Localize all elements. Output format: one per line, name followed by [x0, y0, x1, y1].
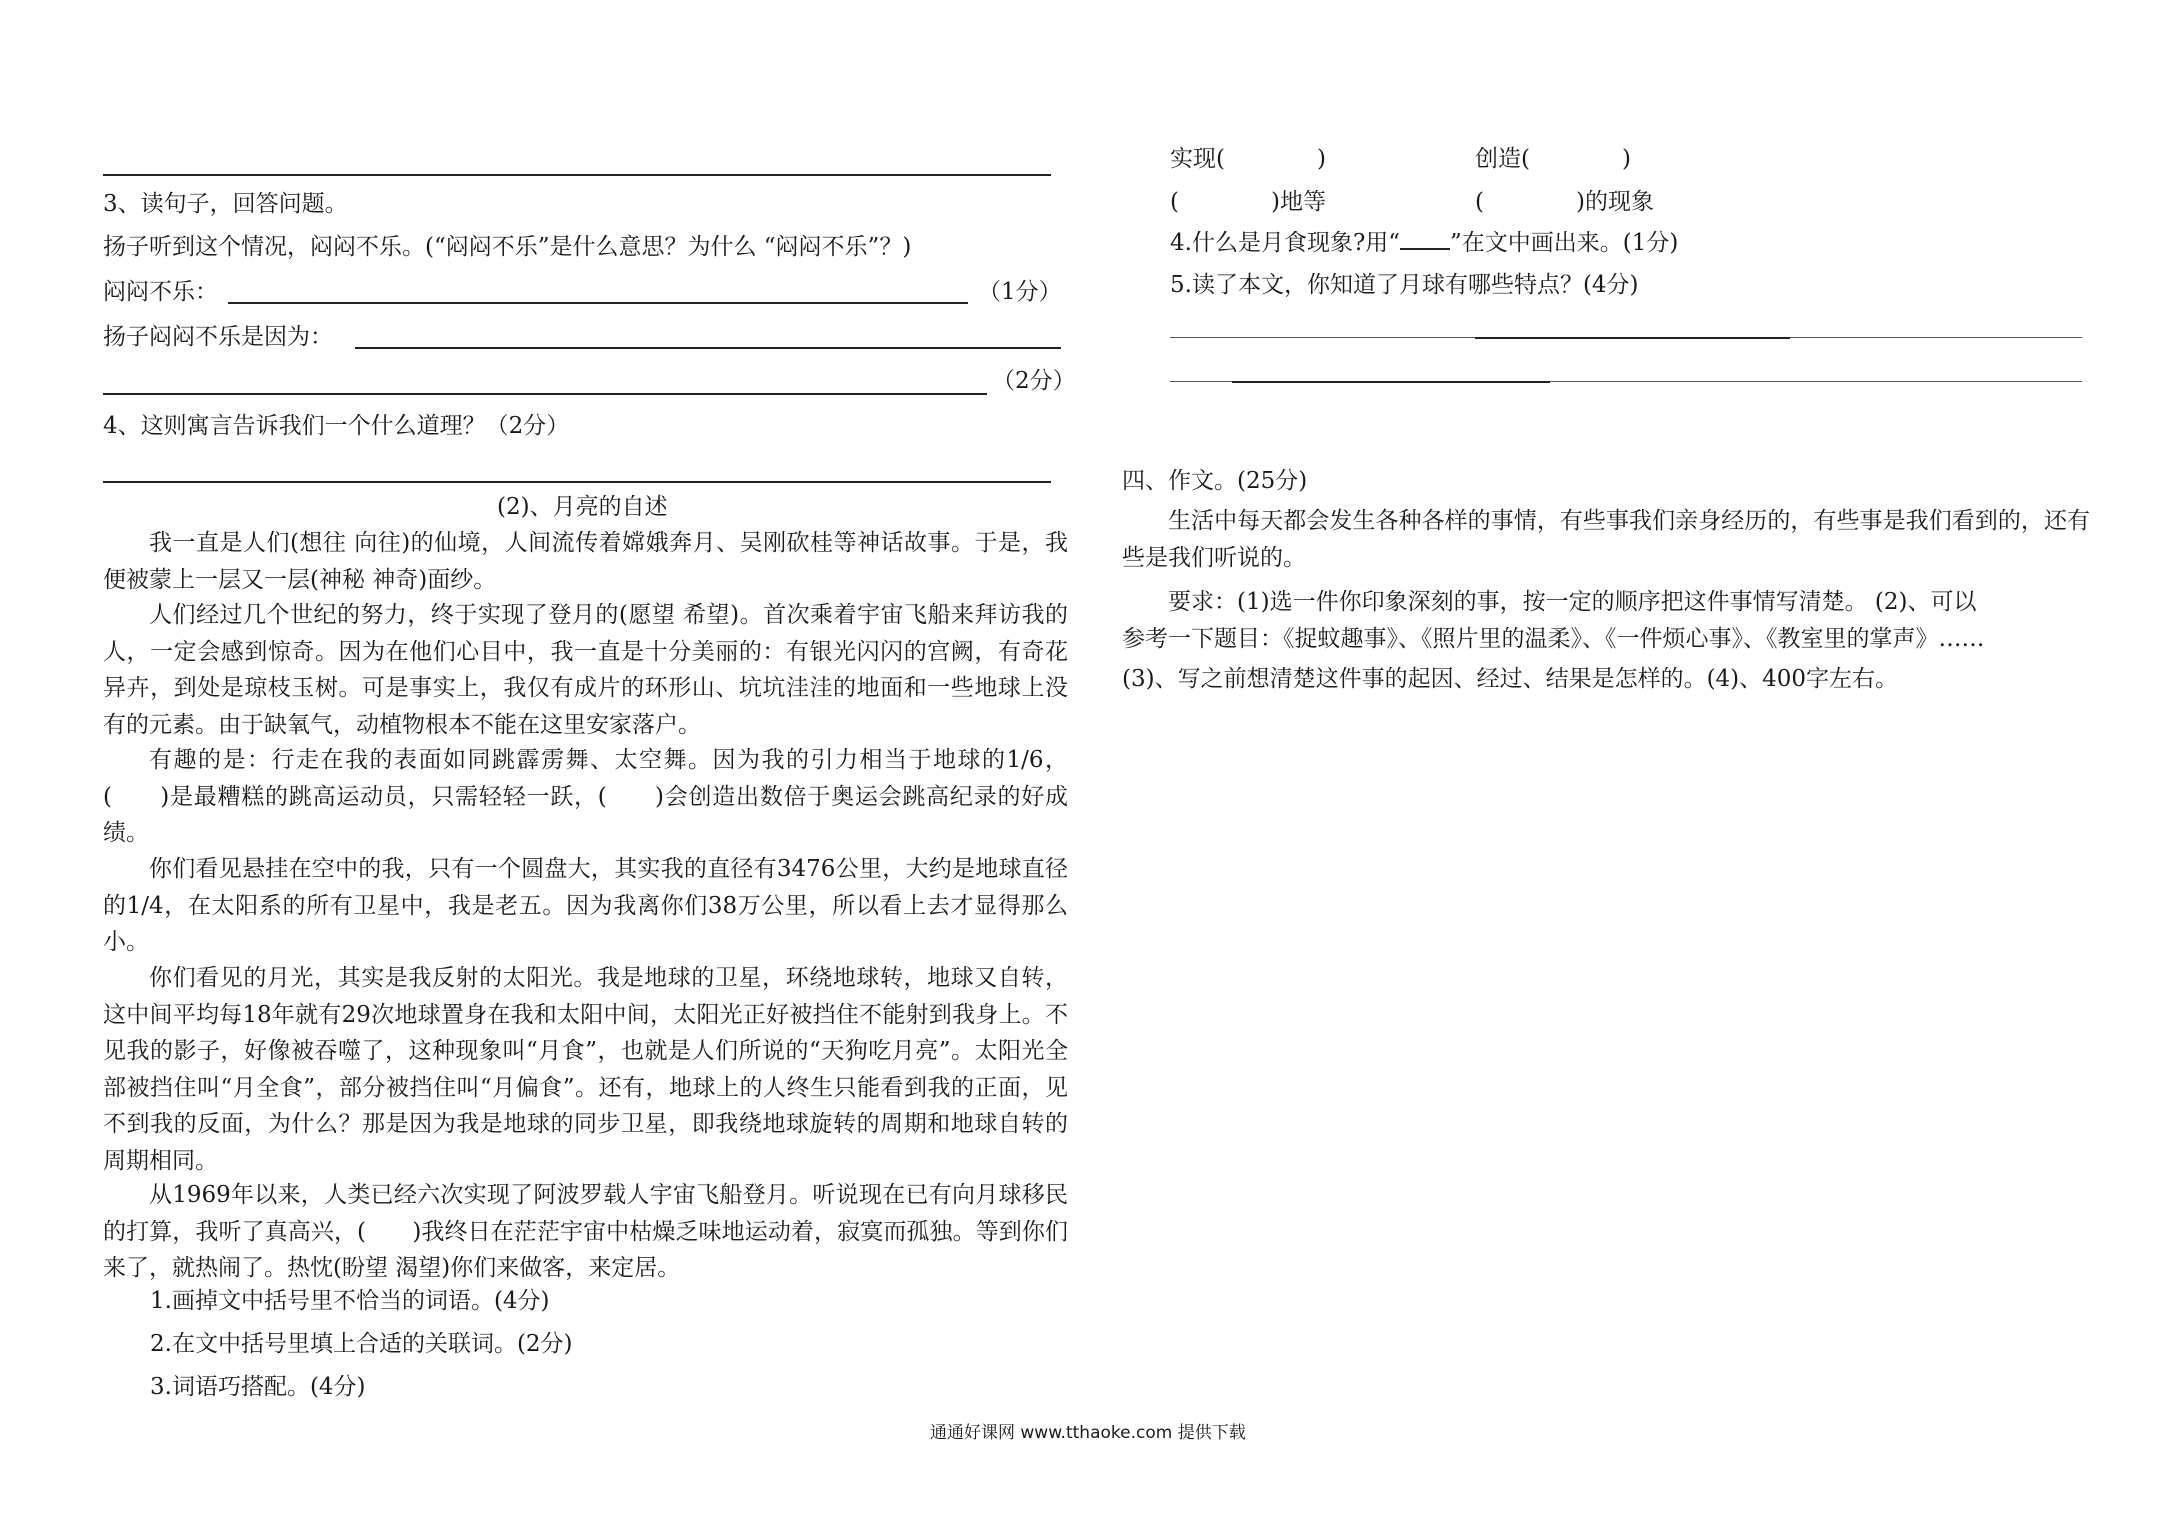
question-1: 1.画掉文中括号里不恰当的词语。(4分) [150, 1288, 550, 1314]
q4-question: 4、这则寓言告诉我们一个什么道理？（2分） [103, 413, 570, 439]
answer-line-top [103, 174, 1051, 176]
q3-title: 3、读句子，回答问题。 [103, 191, 348, 217]
q3-reason-answer-line-2[interactable] [103, 393, 987, 395]
passage-paragraph-4: 你们看见悬挂在空中的我，只有一个圆盘大，其实我的直径有3476公里，大约是地球直径的1/4，在太阳系的所有卫星中，我是老五。因为我离你们38万公里，所以看上去才显得那么小。 [103, 856, 1068, 955]
r-q4-after: ”在文中画出来。(1分) [1450, 230, 1679, 256]
q3-reason-label: 扬子闷闷不乐是因为： [103, 324, 333, 350]
underline-sample-blank [1400, 248, 1450, 250]
q5-answer-line-2b[interactable] [1232, 381, 1550, 383]
q3-meaning-score: （1分） [978, 279, 1062, 305]
q5-answer-line-1c[interactable] [1790, 337, 2082, 338]
essay-requirement-2: 参考一下题目：《捉蚊趣事》、《照片里的温柔》、《一件烦心事》、《教室里的掌声》…… [1122, 626, 1985, 652]
essay-description: 生活中每天都会发生各种各样的事情，有些事我们亲身经历的，有些事是我们看到的，还有些是我们听说的。 [1122, 508, 2090, 571]
r-q4-question [1170, 228, 1678, 258]
q5-answer-line-1b[interactable] [1475, 337, 1790, 339]
question-2: 2.在文中括号里填上合适的关联词。(2分) [150, 1331, 573, 1357]
match-row1-a[interactable]: 实现( ) [1170, 146, 1326, 172]
essay-requirement-3: (3)、写之前想清楚这件事的起因、经过、结果是怎样的。(4)、400字左右。 [1122, 666, 1899, 692]
match-row1-b[interactable]: 创造( ) [1475, 146, 1631, 172]
essay-requirement-1: 要求：(1)选一件你印象深刻的事，按一定的顺序把这件事情写清楚。 (2)、可以 [1168, 589, 1977, 615]
r-q4-before: 4.什么是月食现象?用“ [1170, 230, 1401, 256]
r-q5-question: 5.读了本文，你知道了月球有哪些特点？(4分) [1170, 272, 1639, 298]
q3-reason-score: （2分） [992, 368, 1076, 394]
section-four-title: 四、作文。(25分) [1122, 468, 1308, 494]
passage-paragraph-2: 人们经过几个世纪的努力，终于实现了登月的(愿望 希望)。首次乘着宇宙飞船来拜访我的人，一定会感到惊奇。因为在他们心目中，我一直是十分美丽的：有银光闪闪的宫阙，有奇花异卉，到处是琼枝玉树。可是事实上，我仅有成片的环形山、坑坑洼洼的地面和一些地球上没有的元素。由于缺氧气，动植物根本不能在这里安家落户。 [103, 602, 1068, 738]
passage-paragraph-3: 有趣的是：行走在我的表面如同跳霹雳舞、太空舞。因为我的引力相当于地球的1/6，( )是最糟糕的跳高运动员，只需轻轻一跃，( )会创造出数倍于奥运会跳高纪录的好成绩。 [103, 747, 1068, 846]
passage-title: (2)、月亮的自述 [497, 494, 668, 520]
question-3: 3.词语巧搭配。(4分) [150, 1374, 366, 1400]
match-row2-a[interactable]: ( )地等 [1170, 189, 1326, 215]
q3-meaning-label: 闷闷不乐： [103, 279, 218, 305]
passage-paragraph-1: 我一直是人们(想往 向往)的仙境，人间流传着嫦娥奔月、吴刚砍桂等神话故事。于是，我便被蒙上一层又一层(神秘 神奇)面纱。 [103, 530, 1068, 593]
q3-sentence: 扬子听到这个情况，闷闷不乐。(“闷闷不乐”是什么意思？为什么 “闷闷不乐”？) [103, 234, 912, 260]
q4-answer-line[interactable] [103, 481, 1051, 483]
passage-paragraph-6: 从1969年以来，人类已经六次实现了阿波罗载人宇宙飞船登月。听说现在已有向月球移民的打算，我听了真高兴，( )我终日在茫茫宇宙中枯燥乏味地运动着，寂寞而孤独。等到你们来了，就热闹了。热忱(盼望 渴望)你们来做客，来定居。 [103, 1182, 1068, 1281]
passage-paragraph-5: 你们看见的月光，其实是我反射的太阳光。我是地球的卫星，环绕地球转，地球又自转，这中间平均每18年就有29次地球置身在我和太阳中间，太阳光正好被挡住不能射到我身上。不见我的影子，好像被吞噬了，这种现象叫“月食”，也就是人们所说的“天狗吃月亮”。太阳光全部被挡住叫“月全食”，部分被挡住叫“月偏食”。还有，地球上的人终生只能看到我的正面，见不到我的反面，为什么？那是因为我是地球的同步卫星，即我绕地球旋转的周期和地球自转的周期相同。 [103, 965, 1068, 1174]
q5-answer-line-2c[interactable] [1550, 381, 2082, 382]
q3-reason-answer-line-1[interactable] [355, 347, 1061, 349]
page-footer: 通通好课网 www.tthaoke.com 提供下载 [930, 1423, 1246, 1443]
q5-answer-line-2a[interactable] [1170, 381, 1232, 382]
q5-answer-line-1a[interactable] [1170, 337, 1475, 338]
q3-meaning-answer-line[interactable] [228, 302, 968, 304]
match-row2-b[interactable]: ( )的现象 [1475, 189, 1654, 215]
